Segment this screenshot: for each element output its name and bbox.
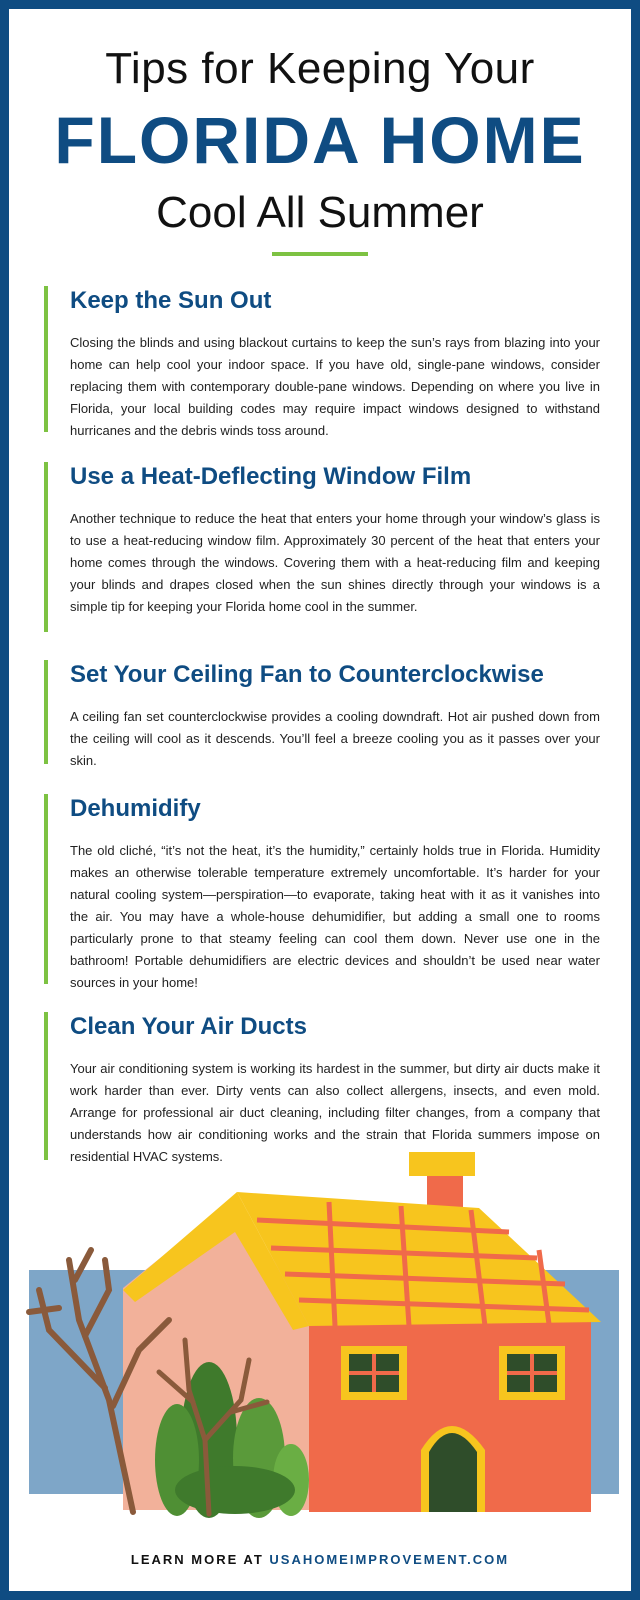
house-illustration	[9, 1140, 631, 1520]
section-title: Keep the Sun Out	[70, 287, 272, 314]
section-body: Your air conditioning system is working its hardest in the summer, but dirty air ducts make it work harder than ever. Dirty vents can also collect allergens, insects, and even mold. Arrange for professional air duct cleaning, including filter changes, from a company that understands how air conditioning works and the strain that Florida summers impose on residential HVAC systems.	[70, 1061, 600, 1164]
title-divider	[272, 252, 368, 256]
house-door	[421, 1426, 485, 1512]
section-title: Use a Heat-Deflecting Window Film	[70, 463, 472, 490]
section-keep-sun-out	[44, 286, 600, 438]
section-body: A ceiling fan set counterclockwise provides a cooling downdraft. Hot air pushed down from the ceiling will cool as it descends. You’ll feel a breeze cooling you as it passes over your skin.	[70, 709, 600, 768]
section-accent-bar	[44, 794, 48, 984]
title-line-1: Tips for Keeping Your	[105, 44, 535, 93]
section-accent-bar	[44, 1012, 48, 1160]
section-body: Another technique to reduce the heat that enters your home through your window’s glass is to use a heat-reducing window film. Approximately 30 percent of the heat that enters your home comes through the windows. Covering them with a heat-reducing film and keeping your blinds and drapes closed when the sun shines directly through your windows is a simple tip for keeping your Florida home cool in the summer.	[70, 511, 600, 614]
page-title	[0, 40, 640, 242]
house-window-right	[499, 1346, 565, 1400]
footer-lead-text: LEARN MORE AT	[130, 1552, 264, 1567]
section-body: The old cliché, “it’s not the heat, it’s the humidity,” certainly holds true in Florida. Humidity makes an otherwise tolerable temperature extremely uncomfortable. It’s harder for your natural cooling system—perspiration—to evaporate, taking heat with it as it vanishes into the air. You may have a whole-house dehumidifier, but adding a small one to rooms particularly prone to that steamy feeling can cool them down. Never use one in the bathroom! Portable dehumidifiers are electric devices and shouldn’t be used near water sources in your home!	[70, 843, 600, 990]
chimney-cap	[409, 1152, 475, 1176]
section-title: Set Your Ceiling Fan to Counterclockwise	[70, 661, 544, 688]
title-line-2: FLORIDA HOME	[54, 103, 586, 177]
house-window-left	[341, 1346, 407, 1400]
section-window-film	[44, 462, 600, 632]
section-accent-bar	[44, 462, 48, 632]
section-dehumidify	[44, 794, 600, 990]
section-air-ducts	[44, 1012, 600, 1164]
footer-cta	[0, 1552, 640, 1567]
section-body: Closing the blinds and using blackout curtains to keep the sun’s rays from blazing into your home can help cool your indoor space. If you have old, single-pane windows, consider replacing them with contemporary double-pane windows. Depending on where you live in Florida, your local building codes may require impact windows designed to withstand hurricanes and the debris winds toss around.	[70, 335, 600, 438]
section-accent-bar	[44, 286, 48, 432]
title-line-3: Cool All Summer	[156, 188, 484, 237]
section-accent-bar	[44, 660, 48, 764]
section-title: Clean Your Air Ducts	[70, 1013, 307, 1040]
section-ceiling-fan	[44, 660, 600, 768]
footer-website-link[interactable]: USAHOMEIMPROVEMENT.COM	[269, 1552, 510, 1567]
section-title: Dehumidify	[70, 795, 201, 822]
